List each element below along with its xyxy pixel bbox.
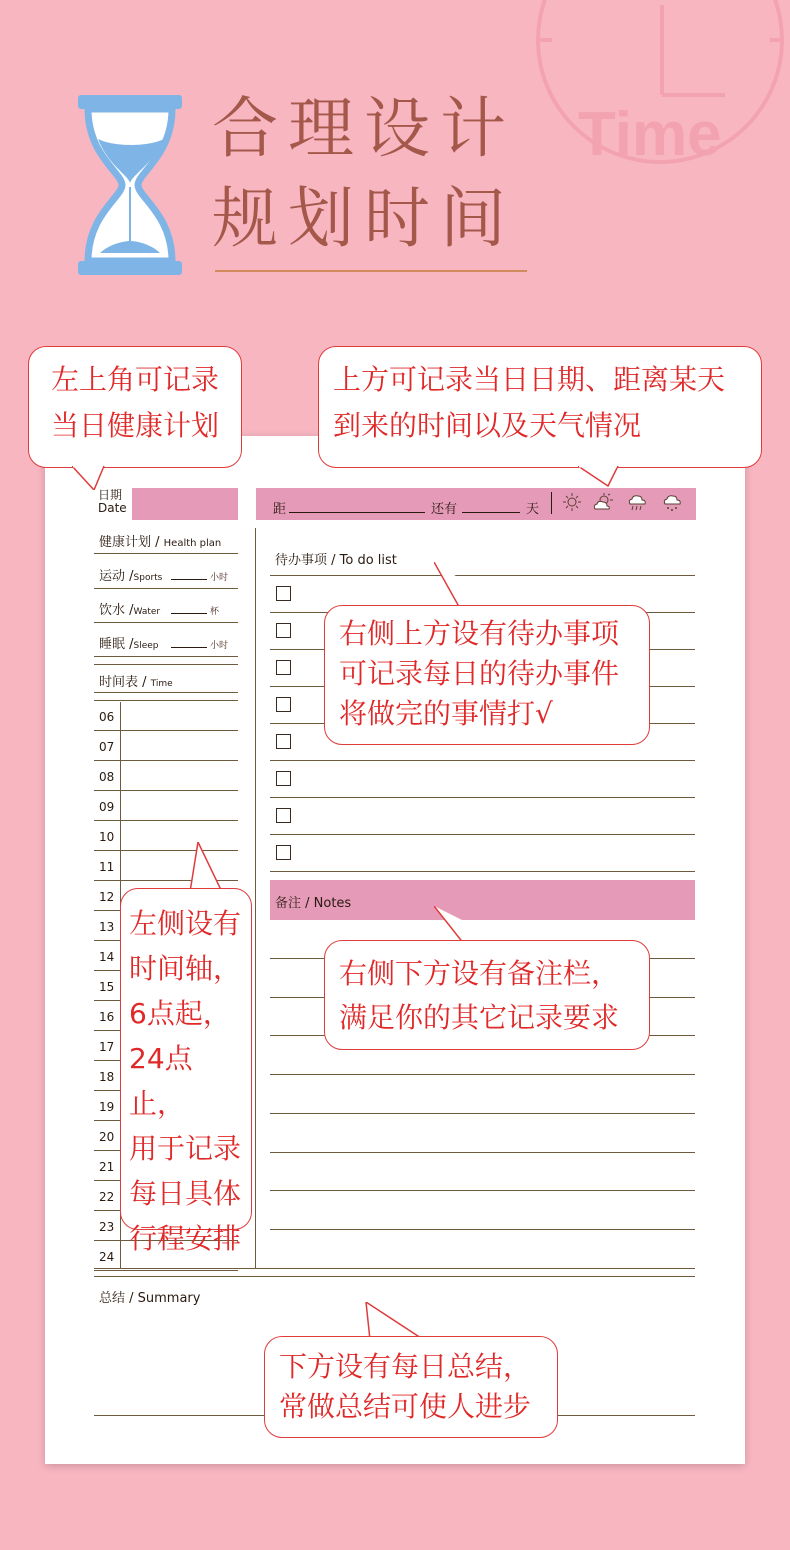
- sleep-row: [99, 633, 159, 652]
- callout-line: 每日具体: [129, 1177, 242, 1210]
- todo-checkbox[interactable]: [276, 623, 291, 638]
- callout-timeline: [120, 888, 252, 1255]
- notes-title: 备注 / Notes: [275, 896, 352, 911]
- todo-row[interactable]: [270, 797, 695, 798]
- callout-line: 满足你的其它记录要求: [339, 1001, 620, 1034]
- schedule-label-en: Time: [150, 679, 173, 689]
- callout-line: 上方可记录当日日期、距离某天: [333, 363, 726, 396]
- divider: [94, 588, 238, 589]
- todo-checkbox[interactable]: [276, 660, 291, 675]
- callout-notes: [324, 940, 650, 1050]
- callout-line: 下方设有每日总结，: [279, 1350, 532, 1383]
- callout-line: 24点止，: [129, 1042, 193, 1120]
- divider: [94, 622, 238, 623]
- partly-cloudy-icon[interactable]: [592, 493, 614, 511]
- notes-line[interactable]: [270, 1152, 695, 1153]
- hour-label: 07: [99, 740, 115, 754]
- title-line-2: 规划时间: [212, 180, 516, 257]
- water-blank[interactable]: [171, 613, 207, 614]
- hour-label: 16: [99, 1010, 115, 1024]
- divider: [94, 692, 238, 693]
- hour-label: 08: [99, 770, 115, 784]
- rain-icon[interactable]: [627, 493, 647, 513]
- callout-summary: [264, 1336, 558, 1438]
- title-underline: [215, 270, 527, 272]
- sports-label-en: Sports: [133, 573, 163, 583]
- hour-label: 14: [99, 950, 115, 964]
- hour-label: 09: [99, 800, 115, 814]
- distance-suffix: 天: [526, 502, 540, 517]
- callout-todo: [324, 605, 650, 745]
- distance-event-blank[interactable]: [289, 512, 425, 513]
- divider: [94, 656, 238, 657]
- hour-label: 10: [99, 830, 115, 844]
- hour-label: 13: [99, 920, 115, 934]
- date-label-cn: 日期: [98, 488, 123, 502]
- water-row: [99, 599, 160, 618]
- hourglass-icon: [78, 95, 182, 275]
- todo-title: 待办事项 / To do list: [275, 553, 397, 568]
- sports-unit: 小时: [210, 573, 229, 583]
- callout-tail: [360, 1302, 430, 1340]
- todo-row[interactable]: [270, 834, 695, 835]
- distance-middle: 还有: [431, 502, 458, 517]
- hour-label: 11: [99, 860, 115, 874]
- summary-top-rule-2: [94, 1276, 695, 1277]
- hour-label: 06: [99, 710, 115, 724]
- todo-checkbox[interactable]: [276, 734, 291, 749]
- notes-line[interactable]: [270, 1190, 695, 1191]
- schedule-label: [99, 671, 173, 690]
- date-field[interactable]: [132, 488, 238, 520]
- schedule-label-cn: 时间表 /: [99, 675, 151, 690]
- hour-label: 20: [99, 1130, 115, 1144]
- divider: [94, 700, 238, 701]
- health-plan-en: Health plan: [163, 538, 222, 549]
- hour-label: 21: [99, 1160, 115, 1174]
- hour-slot[interactable]: [94, 1270, 238, 1271]
- callout-line: 用于记录: [129, 1132, 242, 1165]
- water-label: 饮水 /: [99, 603, 134, 618]
- sports-row: [99, 565, 162, 584]
- hour-slot[interactable]: [94, 790, 238, 791]
- water-unit: 杯: [210, 607, 220, 617]
- hour-slot[interactable]: [94, 820, 238, 821]
- callout-line: 时间轴，: [129, 952, 242, 985]
- callout-line: 将做完的事情打√: [339, 697, 553, 730]
- hour-label: 22: [99, 1190, 115, 1204]
- callout-date-weather: [318, 346, 762, 468]
- title-line-1: 合理设计: [212, 90, 516, 167]
- callout-line: 到来的时间以及天气情况: [333, 409, 642, 442]
- sleep-label: 睡眠 /: [99, 637, 134, 652]
- divider: [94, 553, 238, 554]
- health-plan-label: [99, 531, 221, 550]
- sports-blank[interactable]: [171, 579, 207, 580]
- callout-tail: [578, 466, 622, 488]
- sleep-label-en: Sleep: [133, 641, 159, 651]
- callout-line: 当日健康计划: [50, 409, 219, 442]
- sleep-unit: 小时: [210, 641, 229, 651]
- todo-checkbox[interactable]: [276, 697, 291, 712]
- callout-tail: [434, 906, 514, 944]
- hour-label: 24: [99, 1250, 115, 1264]
- callout-tail: [170, 842, 230, 892]
- date-label: [98, 489, 127, 515]
- notes-line[interactable]: [270, 1074, 695, 1075]
- hour-slot[interactable]: [94, 730, 238, 731]
- hour-label: 23: [99, 1220, 115, 1234]
- callout-line: 行程安排: [129, 1222, 242, 1255]
- callout-line: 左侧设有: [129, 907, 242, 940]
- snow-icon[interactable]: [662, 493, 682, 513]
- todo-checkbox[interactable]: [276, 771, 291, 786]
- summary-title: 总结 / Summary: [99, 1291, 201, 1306]
- health-plan-cn: 健康计划 /: [99, 535, 164, 550]
- date-label-en: Date: [98, 501, 127, 515]
- todo-row[interactable]: [270, 871, 695, 872]
- hour-label: 15: [99, 980, 115, 994]
- callout-health-plan: [28, 346, 242, 468]
- weather-divider: [551, 492, 552, 514]
- todo-row[interactable]: [270, 760, 695, 761]
- clock-icon: [530, 0, 790, 180]
- notes-line[interactable]: [270, 1113, 695, 1114]
- callout-tail: [72, 466, 112, 490]
- callout-line: 右侧上方设有待办事项: [339, 617, 620, 650]
- todo-checkbox[interactable]: [276, 808, 291, 823]
- hour-slot[interactable]: [94, 760, 238, 761]
- todo-checkbox[interactable]: [276, 586, 291, 601]
- sports-label: 运动 /: [99, 569, 134, 584]
- sleep-blank[interactable]: [171, 647, 207, 648]
- sunny-icon[interactable]: [563, 493, 581, 511]
- days-blank[interactable]: [462, 512, 520, 513]
- summary-top-rule: [94, 1268, 695, 1269]
- divider: [94, 664, 238, 665]
- callout-line: 可记录每日的待办事件: [339, 657, 620, 690]
- callout-line: 常做总结可使人进步: [279, 1390, 532, 1423]
- hour-label: 19: [99, 1100, 115, 1114]
- hour-label: 18: [99, 1070, 115, 1084]
- callout-line: 右侧下方设有备注栏，: [339, 957, 620, 990]
- notes-line[interactable]: [270, 1229, 695, 1230]
- water-label-en: Water: [133, 607, 161, 617]
- hour-label: 12: [99, 890, 115, 904]
- callout-line: 左上角可记录: [50, 363, 219, 396]
- clock-text: Time: [578, 100, 722, 169]
- distance-prefix: 距: [273, 502, 287, 517]
- hour-label: 17: [99, 1040, 115, 1054]
- callout-line: 6点起，: [129, 997, 231, 1030]
- todo-checkbox[interactable]: [276, 845, 291, 860]
- column-divider: [255, 528, 256, 1268]
